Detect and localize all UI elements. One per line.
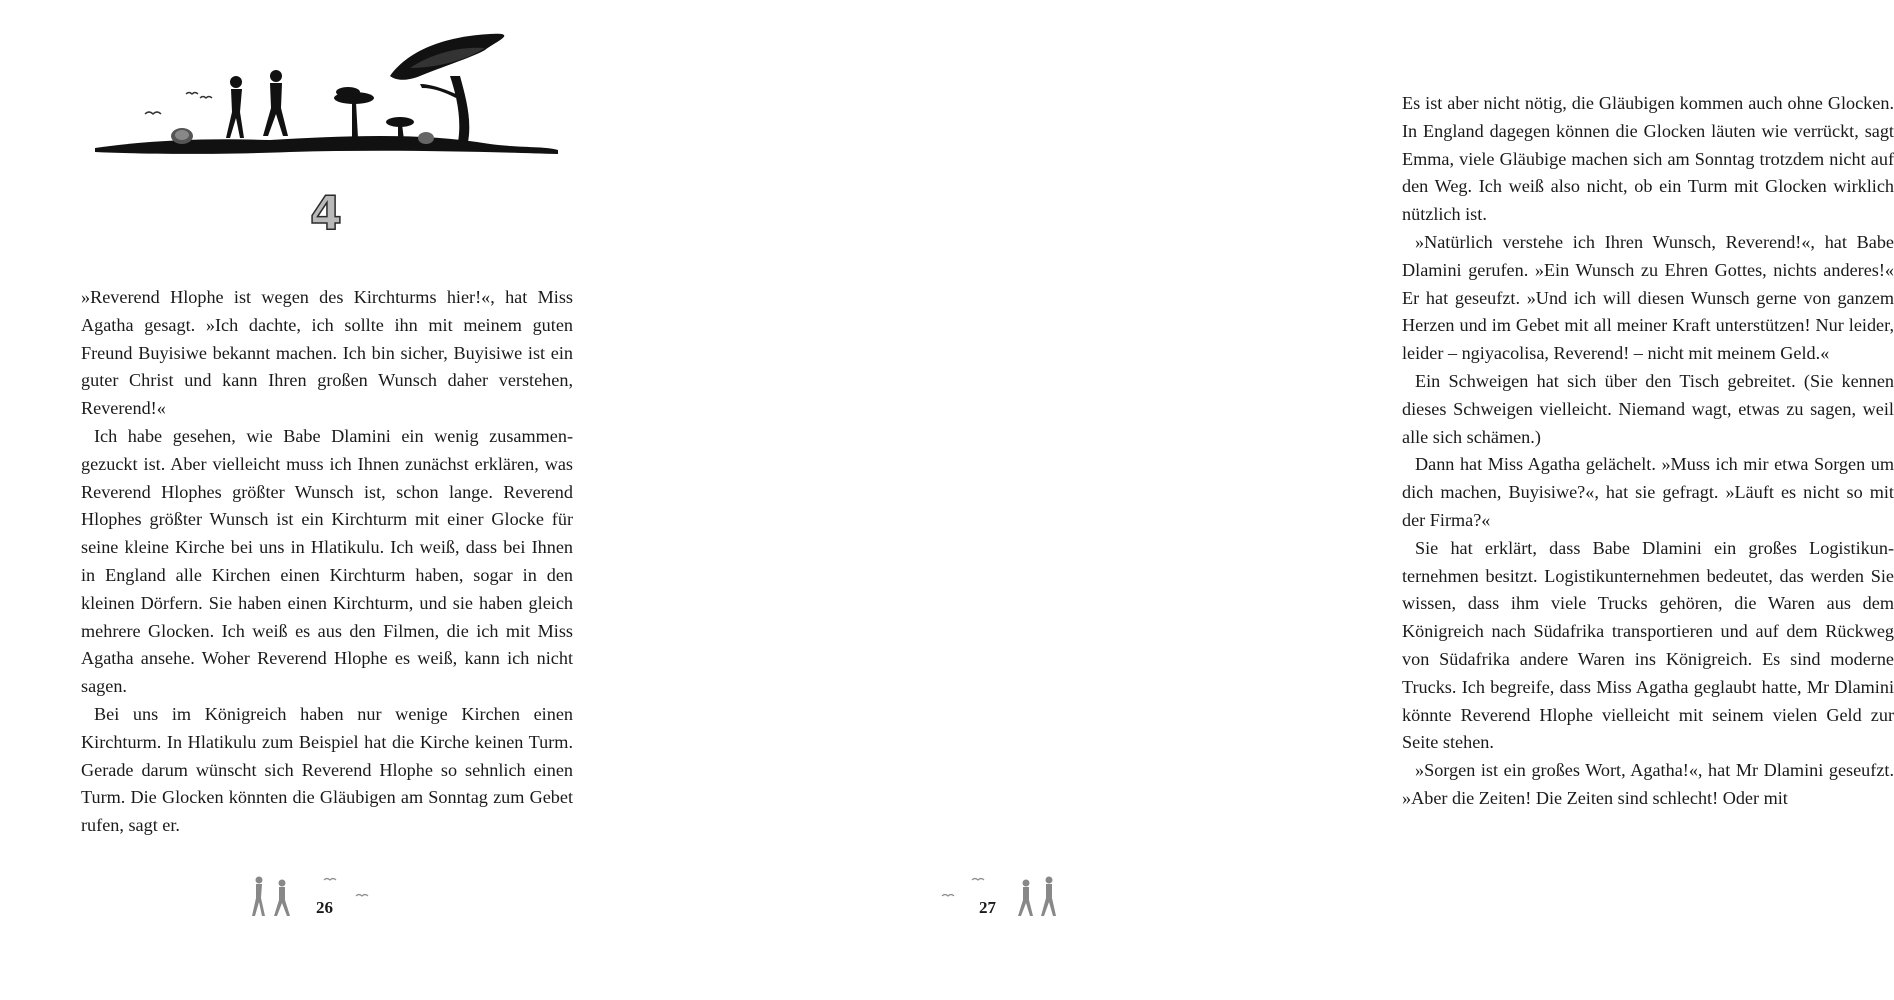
right-page-text <box>1402 90 1894 813</box>
paragraph: Es ist aber nicht nötig, die Gläubigen kommen auch ohne Glocken. In England dagegen können die Glocken läuten wie verrückt, sagt Emma, viele Gläubige machen sich am Sonntag trotzdem nicht auf den Weg. Ich weiß also nicht, ob ein Turm mit Glocken wirklich nützlich ist. <box>1402 93 1894 225</box>
paragraph: Sie hat erklärt, dass Babe Dlamini ein großes Logistikunternehmen besitzt. Logistikunternehmen bedeutet, das werden Sie wissen, dass ihm viele Trucks gehören, die Waren aus dem Königreich nach Südafrika transportieren und auf dem Rückweg von Südafrika andere Waren ins Königreich. Es sind moderne Trucks. Ich begreife, dass Miss Agatha geglaubt hatte, Mr Dlamini könnte Reverend Hlophe vielleicht mit seinem vielen Geld zur Seite stehen. <box>1402 537 1894 753</box>
paragraph: »Natürlich verstehe ich Ihren Wunsch, Reverend!«, hat Babe Dlamini gerufen. »Ein Wunsch zu Ehren Gottes, nichts anderes!« Er hat geseufzt. »Und ich will diesen Wunsch gerne von ganzem Herzen und im Gebet mit all meiner Kraft unterstützen! Nur leider, leider – ngiyacolisa, Reverend! – nicht mit meinem Geld.« <box>1402 231 1894 364</box>
right-page <box>658 0 1894 1000</box>
paragraph: Ich habe gesehen, wie Babe Dlamini ein wenig zusammengezuckt ist. Aber vielleicht muss ich Ihnen zunächst erklären, was Reverend Hlophes größter Wunsch ist, schon lange. Reverend Hlophes größter Wunsch ist ein Kirchturm mit einer Glocke für seine kleine Kirche bei uns in Hlatikulu. Ich weiß, dass bei Ihnen in England alle Kirchen einen Kirchturm haben, sogar in den kleinen Dörfern. Sie haben einen Kirchturm, und sie haben gleich mehrere Glocken. Ich weiß es aus den Filmen, die ich mit Miss Agatha ansehe. Woher Reverend Hlophe es weiß, kann ich nicht sagen. <box>81 425 573 697</box>
paragraph: Dann hat Miss Agatha gelächelt. »Muss ich mir etwa Sorgen um dich machen, Buyisiwe?«, hat sie gefragt. »Läuft es nicht so mit der Firma?« <box>1402 454 1894 530</box>
page-number: 26 <box>316 898 333 917</box>
paragraph: »Sorgen ist ein großes Wort, Agatha!«, hat Mr Dlamini geseufzt. »Aber die Zeiten! Die Zeiten sind schlecht! Oder mit <box>1402 760 1894 808</box>
paragraph: »Reverend Hlophe ist wegen des Kirchturms hier!«, hat Miss Agatha gesagt. »Ich dachte, ich sollte ihn mit meinem guten Freund Buyisiwe bekannt machen. Ich bin sicher, Buyisiwe ist ein guter Christ und kann Ihren großen Wunsch daher verstehen, Reverend!« <box>81 287 573 419</box>
page-number: 27 <box>979 898 996 917</box>
walking-children-icon <box>244 872 374 922</box>
paragraph: Bei uns im Königreich haben nur wenige Kirchen einen Kirchturm. In Hlatikulu zum Beispiel hat die Kirche keinen Turm. Gerade darum wünscht sich Reverend Hlophe so sehnlich einen Turm. Die Glocken könnten die Gläubigen am Sonntag zum Gebet rufen, sagt er. <box>81 703 573 836</box>
savanna-silhouette-icon <box>90 28 560 158</box>
walking-children-icon <box>936 872 1066 922</box>
chapter-number: 4 <box>309 186 342 240</box>
paragraph: Ein Schweigen hat sich über den Tisch gebreitet. (Sie kennen dieses Schweigen vielleicht. Niemand wagt, etwas zu sagen, weil alle sich schämen.) <box>1402 370 1894 447</box>
left-page-text <box>81 284 573 840</box>
left-page <box>0 0 658 1000</box>
